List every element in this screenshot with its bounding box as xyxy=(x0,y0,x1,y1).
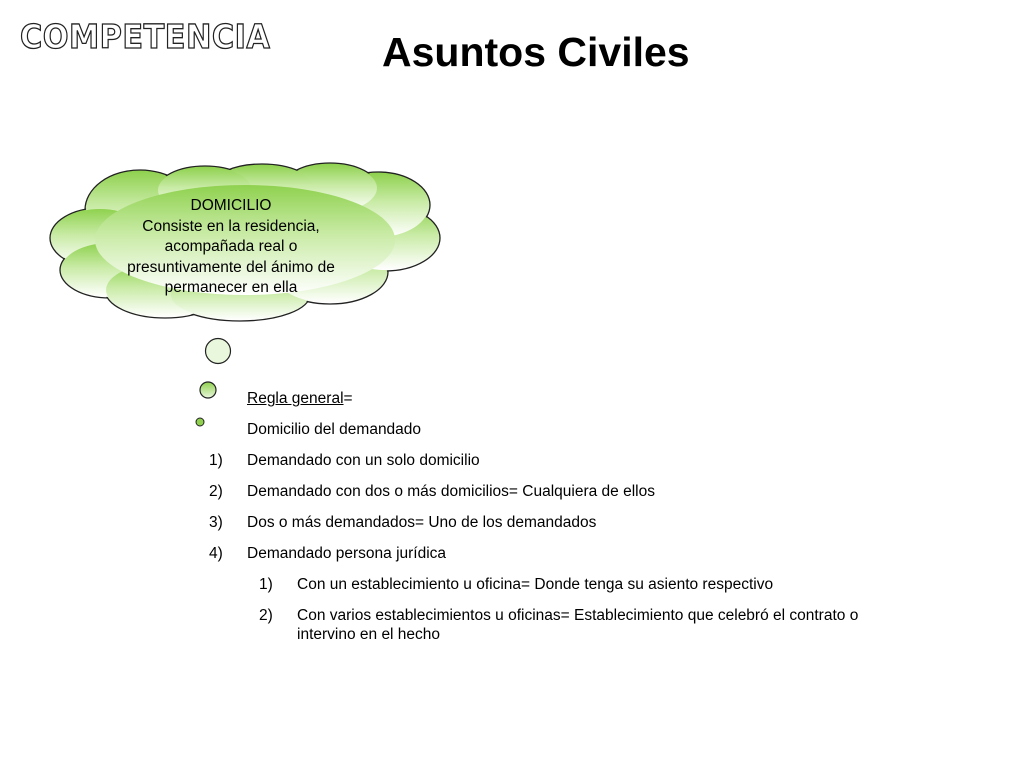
list-number: 2) xyxy=(209,483,223,500)
list-text: Dos o más demandados= Uno de los demandados xyxy=(247,514,597,531)
list-item xyxy=(200,544,860,563)
rule-suffix: = xyxy=(343,390,353,407)
rules-list xyxy=(200,389,860,656)
list-item xyxy=(200,513,860,532)
sub-list-number: 2) xyxy=(259,607,273,624)
cloud-heading: DOMICILIO xyxy=(190,197,272,214)
sub-list-text: Con varios establecimientos u oficinas= Establecimiento que celebró el contrato o intervino en el hecho xyxy=(297,607,859,643)
list-number: 3) xyxy=(209,514,223,531)
list-text: Demandado persona jurídica xyxy=(247,545,447,562)
cloud-body: Consiste en la residencia, acompañada real o presuntivamente del ánimo de permanecer en ella xyxy=(127,217,335,296)
list-number: 4) xyxy=(209,545,223,562)
list-item xyxy=(200,482,860,501)
rule-subtitle: Domicilio del demandado xyxy=(247,421,422,438)
list-number: 1) xyxy=(209,452,223,469)
sub-list-item xyxy=(200,606,860,644)
sub-list-item xyxy=(200,575,860,594)
list-item xyxy=(200,451,860,470)
thought-bubble-large xyxy=(206,339,231,364)
page-title: Asuntos Civiles xyxy=(382,29,690,75)
sub-list-text: Con un establecimiento u oficina= Donde tenga su asiento respectivo xyxy=(297,576,774,593)
list-text: Demandado con un solo domicilio xyxy=(247,452,480,469)
cloud-text xyxy=(108,196,354,299)
competencia-heading: COMPETENCIA xyxy=(20,17,271,56)
rule-heading xyxy=(200,389,860,408)
sub-list-number: 1) xyxy=(259,576,273,593)
list-text: Demandado con dos o más domicilios= Cualquiera de ellos xyxy=(247,483,655,500)
rule-label: Regla general xyxy=(247,390,344,407)
